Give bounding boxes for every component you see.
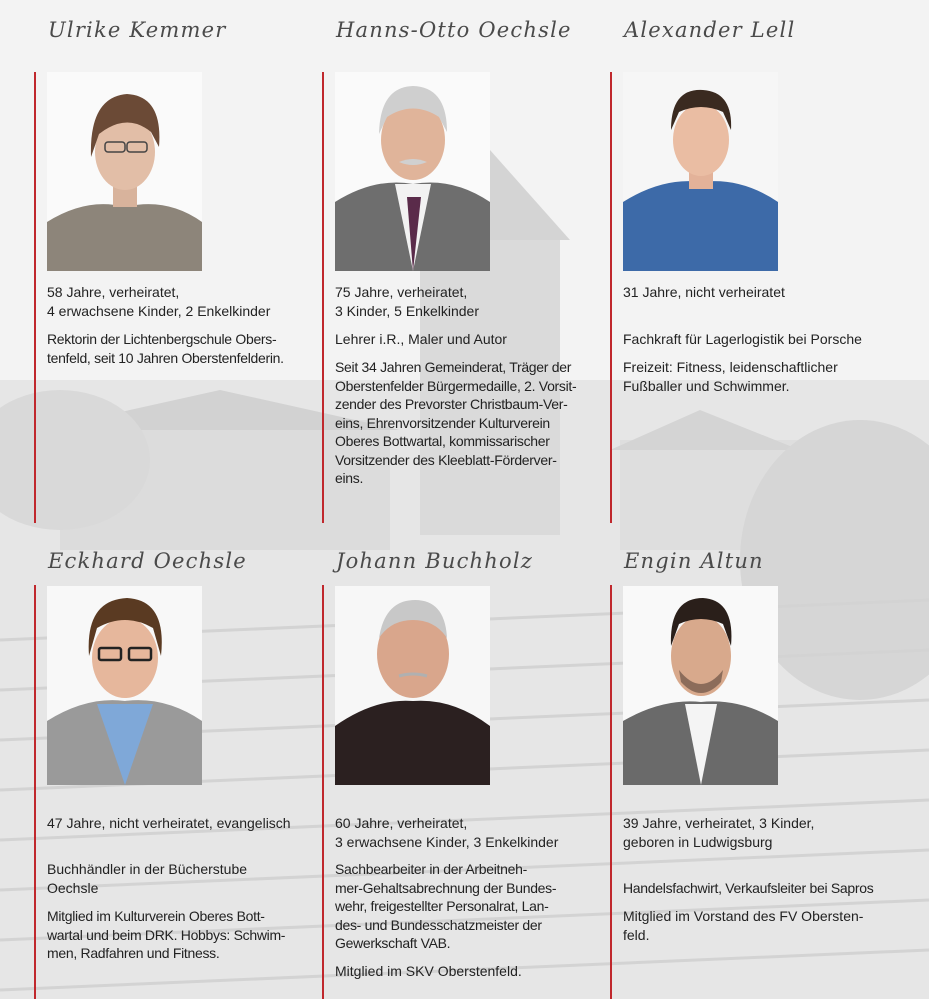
personal-info <box>335 283 592 320</box>
text-line: 47 Jahre, nicht verheiratet, evangelisch <box>47 815 291 831</box>
text-line: des- und Bundesschatzmeister der <box>335 916 542 933</box>
candidate-name: Ulrike Kemmer <box>48 18 227 42</box>
candidate-photo <box>623 72 778 271</box>
text-line: 31 Jahre, nicht verheiratet <box>623 284 785 300</box>
candidate-name: Hanns-Otto Oechsle <box>336 18 572 42</box>
accent-divider <box>34 72 36 523</box>
text-line: 58 Jahre, verheiratet, <box>47 284 180 300</box>
candidate-card <box>34 18 304 523</box>
job-info <box>623 879 880 898</box>
candidate-name: Johann Buchholz <box>336 549 534 573</box>
personal-info <box>335 814 592 851</box>
text-line: Mitglied im SKV Oberstenfeld. <box>335 963 522 979</box>
candidate-card <box>610 549 880 999</box>
candidate-card <box>34 549 304 999</box>
accent-divider <box>610 72 612 523</box>
text-line: Sachbearbeiter in der Arbeitneh- <box>335 861 527 877</box>
job-info <box>47 330 304 367</box>
text-line: Buchhändler in der Bücherstube <box>47 861 248 877</box>
personal-info <box>623 283 880 302</box>
text-line: mer-Gehaltsabrechnung der Bundes- <box>335 879 557 896</box>
extra-info <box>623 358 880 395</box>
text-line: zender des Prevorster Christbaum-Ver- <box>335 396 568 412</box>
text-line: Oechsle <box>47 879 99 896</box>
text-line: 3 Kinder, 5 Enkelkinder <box>335 302 479 319</box>
accent-divider <box>322 72 324 523</box>
candidate-photo <box>623 586 778 785</box>
text-line: Handelsfachwirt, Verkaufsleiter bei Sapros <box>623 880 874 896</box>
text-line: 3 erwachsene Kinder, 3 Enkelkinder <box>335 833 559 850</box>
candidate-name: Engin Altun <box>624 549 764 573</box>
text-line: tenfeld, seit 10 Jahren Oberstenfelderin. <box>47 349 284 366</box>
text-line: Seit 34 Jahren Gemeinderat, Träger der <box>335 359 572 375</box>
text-line: Fachkraft für Lagerlogistik bei Porsche <box>623 331 862 347</box>
candidate-photo <box>335 72 490 271</box>
personal-info <box>623 814 880 851</box>
text-line: feld. <box>623 926 650 943</box>
candidate-card <box>610 18 880 523</box>
text-line: Lehrer i.R., Maler und Autor <box>335 331 507 347</box>
candidate-photo <box>47 586 202 785</box>
candidate-photo <box>335 586 490 785</box>
text-line: Oberstenfelder Bürgermedaille, 2. Vorsit- <box>335 377 577 394</box>
text-line: Fußballer und Schwimmer. <box>623 377 790 394</box>
job-info <box>335 330 592 349</box>
job-info <box>335 860 592 953</box>
extra-info <box>335 358 592 488</box>
accent-divider <box>34 585 36 999</box>
candidate-card <box>322 18 592 523</box>
job-info <box>47 860 304 897</box>
text-line: Rektorin der Lichtenbergschule Obers- <box>47 331 277 347</box>
personal-info <box>47 814 304 833</box>
candidate-name: Eckhard Oechsle <box>48 549 247 573</box>
text-line: 60 Jahre, verheiratet, <box>335 815 468 831</box>
text-line: wartal und beim DRK. Hobbys: Schwim- <box>47 926 286 943</box>
text-line: eins. <box>335 470 364 486</box>
personal-info <box>47 283 304 320</box>
text-line: geboren in Ludwigsburg <box>623 833 773 850</box>
text-line: 4 erwachsene Kinder, 2 Enkelkinder <box>47 302 271 319</box>
candidate-card <box>322 549 592 999</box>
accent-divider <box>322 585 324 999</box>
extra-info <box>623 907 880 944</box>
text-line: 75 Jahre, verheiratet, <box>335 284 468 300</box>
text-line: men, Radfahren und Fitness. <box>47 945 220 961</box>
text-line: Vorsitzender des Kleeblatt-Förderver- <box>335 451 557 468</box>
text-line: Mitglied im Vorstand des FV Obersten- <box>623 908 864 924</box>
text-line: 39 Jahre, verheiratet, 3 Kinder, <box>623 815 815 831</box>
text-line: eins, Ehrenvorsitzender Kulturverein <box>335 414 550 431</box>
candidate-photo <box>47 72 202 271</box>
extra-info <box>47 907 304 963</box>
text-line: Mitglied im Kulturverein Oberes Bott- <box>47 908 265 924</box>
accent-divider <box>610 585 612 999</box>
text-line: Freizeit: Fitness, leidenschaftlicher <box>623 359 838 375</box>
text-line: Oberes Bottwartal, kommissarischer <box>335 433 550 449</box>
text-line: wehr, freigestellter Personalrat, Lan- <box>335 898 549 914</box>
text-line: Gewerkschaft VAB. <box>335 935 451 951</box>
job-info <box>623 330 880 349</box>
extra-info <box>335 962 592 981</box>
candidate-name: Alexander Lell <box>624 18 796 42</box>
